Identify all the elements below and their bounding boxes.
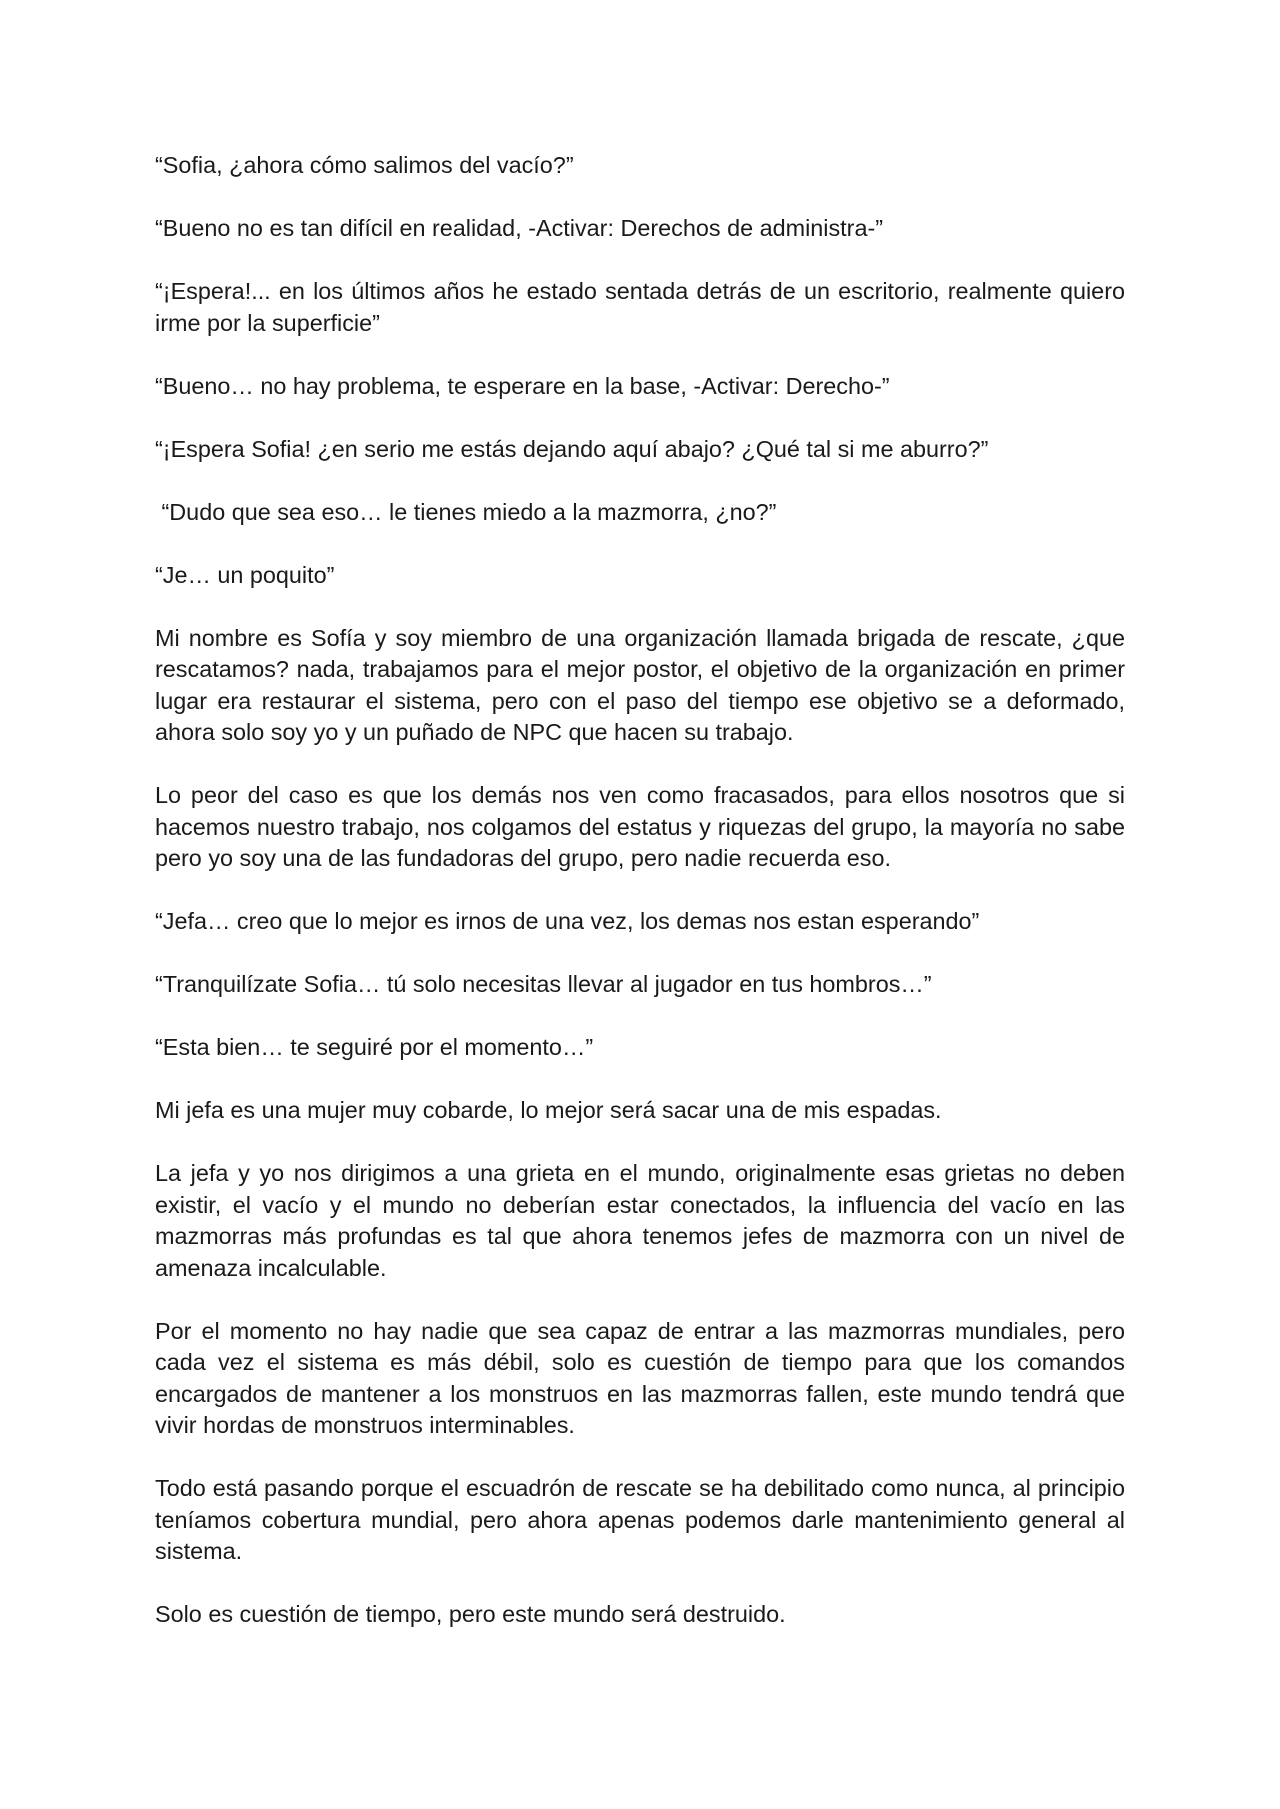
paragraph-16: Todo está pasando porque el escuadrón de rescate se ha debilitado como nunca, al principio teníamos cobertura mundial, pero ahora apenas podemos darle mantenimiento general al sistema. xyxy=(155,1475,1132,1564)
paragraph-15: Por el momento no hay nadie que sea capaz de entrar a las mazmorras mundiales, pero cada vez el sistema es más débil, solo es cuestión de tiempo para que los comandos encargados de mantener a los monstruos en las mazmorras fallen, este mundo tendrá que vivir hordas de monstruos interminables. xyxy=(155,1317,1132,1438)
paragraph-8: Mi nombre es Sofía y soy miembro de una organización llamada brigada de rescate, ¿que rescatamos? nada, trabajamos para el mejor postor, el objetivo de la organización en primer lugar era restaurar el sistema, pero con el paso del tiempo ese objetivo se a deformado, ahora solo soy yo y un puñado de NPC que hacen su trabajo. xyxy=(155,624,1132,745)
document-page xyxy=(155,150,1132,1662)
paragraph-1: “Sofia, ¿ahora cómo salimos del vacío?” xyxy=(155,152,574,178)
paragraph-11: “Tranquilízate Sofia… tú solo necesitas llevar al jugador en tus hombros…” xyxy=(155,971,932,997)
paragraph-7: “Je… un poquito” xyxy=(155,561,335,588)
paragraph-12: “Esta bien… te seguiré por el momento…” xyxy=(155,1034,594,1060)
paragraph-10: “Jefa… creo que lo mejor es irnos de una vez, los demas nos estan esperando” xyxy=(155,908,980,934)
paragraph-2: “Bueno no es tan difícil en realidad, -Activar: Derechos de administra-” xyxy=(155,215,884,241)
paragraph-17: Solo es cuestión de tiempo, pero este mundo será destruido. xyxy=(155,1601,786,1627)
paragraph-4: “Bueno… no hay problema, te esperare en la base, -Activar: Derecho-” xyxy=(155,372,890,399)
paragraph-14: La jefa y yo nos dirigimos a una grieta en el mundo, originalmente esas grietas no deben existir, el vacío y el mundo no deberían estar conectados, la influencia del vacío en las mazmorras más profundas es tal que ahora tenemos jefes de mazmorra con un nivel de amenaza incalculable. xyxy=(155,1160,1132,1281)
paragraph-6: “Dudo que sea eso… le tienes miedo a la mazmorra, ¿no?” xyxy=(155,498,777,525)
paragraph-5: “¡Espera Sofia! ¿en serio me estás dejando aquí abajo? ¿Qué tal si me aburro?” xyxy=(155,435,989,462)
paragraph-9: Lo peor del caso es que los demás nos ven como fracasados, para ellos nosotros que si hacemos nuestro trabajo, nos colgamos del estatus y riquezas del grupo, la mayoría no sabe pero yo soy una de las fundadoras del grupo, pero nadie recuerda eso. xyxy=(155,782,1132,871)
paragraph-3: “¡Espera!... en los últimos años he estado sentada detrás de un escritorio, realmente quiero irme por la superficie” xyxy=(155,278,1132,336)
paragraph-13: Mi jefa es una mujer muy cobarde, lo mejor será sacar una de mis espadas. xyxy=(155,1097,942,1123)
